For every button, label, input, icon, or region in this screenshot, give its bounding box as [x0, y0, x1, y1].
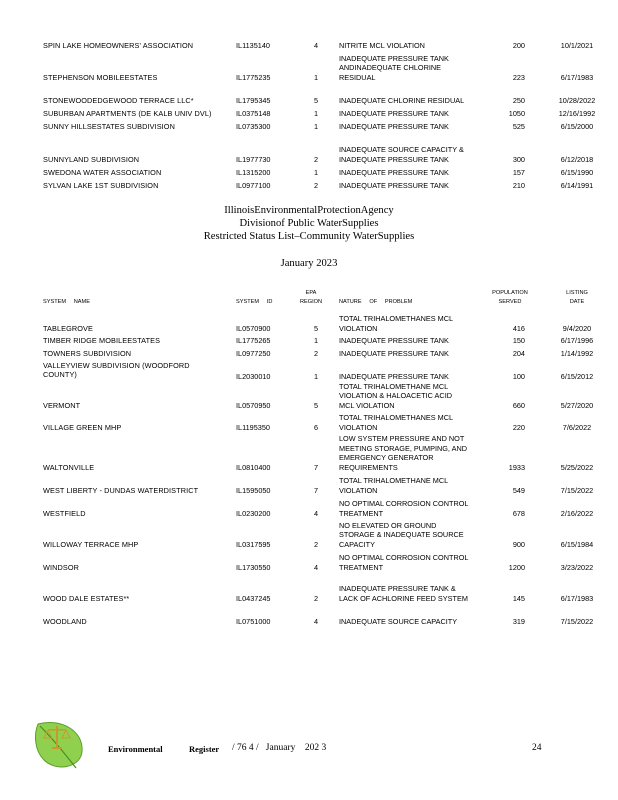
- system-id: IL0317595: [236, 539, 271, 549]
- epa-region: 4: [313, 562, 319, 572]
- population: 1933: [508, 462, 525, 472]
- problem: NITRITE MCL VIOLATION: [339, 40, 425, 50]
- system-id: IL0437245: [236, 593, 271, 603]
- table-row: [0, 552, 618, 572]
- system-id: IL0570900: [236, 323, 271, 333]
- epa-region: 6: [313, 422, 319, 432]
- list-title: Restricted Status List–Community WaterSupplies: [203, 231, 415, 242]
- listing-date: 7/15/2022: [560, 616, 594, 626]
- system-name: SUBURBAN APARTMENTS (DE KALB UNIV DVL): [43, 108, 212, 118]
- header-listing-line2: DATE: [569, 299, 585, 305]
- listing-date: 5/25/2022: [560, 462, 594, 472]
- problem: NO OPTIMAL CORROSION CONTROL TREATMENT: [339, 499, 469, 518]
- table-row: [0, 121, 618, 131]
- header-population-line2: SERVED: [498, 299, 522, 305]
- system-name: STONEWOODEDGEWOOD TERRACE LLC*: [43, 95, 194, 105]
- system-name: WOODLAND: [43, 616, 87, 626]
- population: 416: [512, 323, 525, 333]
- system-id: IL1775235: [236, 72, 271, 82]
- epa-region: 5: [313, 95, 319, 105]
- system-id: IL2030010: [236, 371, 271, 381]
- epa-region: 2: [313, 593, 319, 603]
- system-id: IL1730550: [236, 562, 271, 572]
- header-system-id: SYSTEM ID: [236, 299, 273, 305]
- listing-date: 10/28/2022: [558, 95, 596, 105]
- epa-region: 2: [313, 154, 319, 164]
- system-name: SUNNY HILLSESTATES SUBDIVISION: [43, 121, 175, 131]
- table-row: [0, 520, 618, 549]
- population: 210: [512, 180, 525, 190]
- table-row: [0, 434, 618, 472]
- agency-title: IllinoisEnvironmentalProtectionAgency: [224, 205, 394, 216]
- system-id: IL1795345: [236, 95, 271, 105]
- problem: INADEQUATE PRESSURE TANK: [339, 180, 449, 190]
- system-id: IL0977250: [236, 348, 271, 358]
- listing-date: 1/14/1992: [560, 348, 594, 358]
- problem: TOTAL TRIHALOMETHANES MCL VIOLATION: [339, 314, 453, 333]
- system-id: IL1595050: [236, 485, 271, 495]
- population: 220: [512, 422, 525, 432]
- problem: NO ELEVATED OR GROUND STORAGE & INADEQUATE SOURCE CAPACITY: [339, 520, 464, 549]
- problem: INADEQUATE PRESSURE TANK: [339, 371, 449, 381]
- epa-region: 1: [313, 335, 319, 345]
- problem: INADEQUATE PRESSURE TANK: [339, 335, 449, 345]
- population: 204: [512, 348, 525, 358]
- population: 678: [512, 508, 525, 518]
- table-row: [0, 52, 618, 82]
- population: 900: [512, 539, 525, 549]
- system-name: WOOD DALE ESTATES**: [43, 593, 130, 603]
- listing-date: 6/14/1991: [560, 180, 594, 190]
- problem: INADEQUATE SOURCE CAPACITY & INADEQUATE PRESSURE TANK: [339, 145, 464, 164]
- problem: INADEQUATE PRESSURE TANK: [339, 348, 449, 358]
- epa-region: 2: [313, 539, 319, 549]
- epa-region: 1: [313, 371, 319, 381]
- system-id: IL1195350: [236, 422, 270, 432]
- system-name: STEPHENSON MOBILEESTATES: [43, 72, 158, 82]
- division-title: Divisionof Public WaterSupplies: [239, 218, 379, 229]
- population: 250: [512, 95, 525, 105]
- epa-region: 4: [313, 40, 319, 50]
- listing-date: 6/15/1990: [560, 167, 594, 177]
- leaf-logo-icon: [32, 716, 86, 772]
- problem: INADEQUATE PRESSURE TANK: [339, 121, 449, 131]
- footer-issue: / 76 4 / January 202 3: [232, 743, 327, 753]
- table-row: [0, 606, 618, 626]
- epa-region: 1: [313, 167, 319, 177]
- table-row: [0, 108, 618, 118]
- system-name: WEST LIBERTY - DUNDAS WATERDISTRICT: [43, 485, 199, 495]
- system-name: SPIN LAKE HOMEOWNERS' ASSOCIATION: [43, 40, 194, 50]
- population: 100: [512, 371, 525, 381]
- epa-region: 1: [313, 108, 319, 118]
- header-problem: NATURE OF PROBLEM: [339, 299, 413, 305]
- listing-date: 6/15/2012: [560, 371, 594, 381]
- listing-date: 7/15/2022: [560, 485, 594, 495]
- header-system-name: SYSTEM NAME: [43, 299, 90, 305]
- listing-date: 6/17/1983: [560, 72, 594, 82]
- problem: TOTAL TRIHALOMETHANES MCL VIOLATION: [339, 413, 453, 432]
- table-row: [0, 180, 618, 190]
- system-id: IL1135140: [236, 40, 270, 50]
- problem: LOW SYSTEM PRESSURE AND NOT MEETING STORAGE, PUMPING, AND EMERGENCY GENERATOR REQUIREMENTS: [339, 434, 467, 472]
- header-listing-line1: LISTING: [566, 290, 588, 296]
- footer-register: Register: [189, 744, 220, 754]
- problem: TOTAL TRIHALOMETHANE MCL VIOLATION & HALOACETIC ACID MCL VIOLATION: [339, 381, 452, 410]
- problem: INADEQUATE PRESSURE TANK: [339, 167, 449, 177]
- problem: TOTAL TRIHALOMETHANE MCL VIOLATION: [339, 476, 448, 495]
- system-name: VALLEYVIEW SUBDIVISION (WOODFORD COUNTY): [43, 361, 190, 380]
- population: 319: [512, 616, 525, 626]
- system-id: IL1315200: [236, 167, 271, 177]
- table-row: [0, 475, 618, 495]
- problem: INADEQUATE PRESSURE TANK & LACK OF ACHLORINE FEED SYSTEM: [339, 584, 468, 603]
- epa-region: 5: [313, 400, 319, 410]
- system-name: TABLEGROVE: [43, 323, 93, 333]
- footer-environmental: Environmental: [108, 744, 163, 754]
- problem: INADEQUATE PRESSURE TANK: [339, 108, 449, 118]
- listing-date: 6/17/1996: [560, 335, 594, 345]
- listing-date: 12/16/1992: [558, 108, 596, 118]
- population: 300: [512, 154, 525, 164]
- system-id: IL0570950: [236, 400, 271, 410]
- population: 549: [512, 485, 525, 495]
- problem: INADEQUATE SOURCE CAPACITY: [339, 616, 458, 626]
- table-row: [0, 498, 618, 518]
- population: 157: [512, 167, 525, 177]
- system-name: WESTFIELD: [43, 508, 86, 518]
- table-row: [0, 380, 618, 410]
- population: 150: [512, 335, 525, 345]
- population: 223: [512, 72, 525, 82]
- system-name: SYLVAN LAKE 1ST SUBDIVISION: [43, 180, 159, 190]
- table-row: [0, 348, 618, 358]
- table-row: [0, 85, 618, 105]
- listing-date: 10/1/2021: [560, 40, 594, 50]
- header-epa-region-line2: REGION: [299, 299, 323, 305]
- system-name: VILLAGE GREEN MHP: [43, 422, 122, 432]
- system-name: SWEDONA WATER ASSOCIATION: [43, 167, 162, 177]
- listing-date: 3/23/2022: [560, 562, 594, 572]
- listing-date: 5/27/2020: [560, 400, 594, 410]
- population: 145: [512, 593, 525, 603]
- epa-region: 5: [313, 323, 319, 333]
- system-id: IL0735300: [236, 121, 271, 131]
- system-id: IL1977730: [236, 154, 271, 164]
- table-row: [0, 361, 618, 381]
- epa-region: 1: [313, 72, 319, 82]
- epa-region: 2: [313, 348, 319, 358]
- table-row: [0, 335, 618, 345]
- listing-date: 2/16/2022: [560, 508, 594, 518]
- listing-date: 6/15/2000: [560, 121, 594, 131]
- population: 1050: [508, 108, 525, 118]
- system-id: IL0977100: [236, 180, 271, 190]
- system-name: WALTONVILLE: [43, 462, 95, 472]
- listing-date: 6/15/1984: [560, 539, 594, 549]
- problem: INADEQUATE PRESSURE TANK ANDINADEQUATE CHLORINE RESIDUAL: [339, 53, 449, 82]
- population: 660: [512, 400, 525, 410]
- table-row: [0, 574, 618, 603]
- system-id: IL0810400: [236, 462, 271, 472]
- system-name: VERMONT: [43, 400, 81, 410]
- epa-region: 7: [313, 462, 319, 472]
- listing-date: 7/6/2022: [562, 422, 592, 432]
- system-id: IL0375148: [236, 108, 271, 118]
- population: 1200: [508, 562, 525, 572]
- epa-region: 1: [313, 121, 319, 131]
- header-epa-region-line1: EPA: [305, 290, 317, 296]
- system-name: WINDSOR: [43, 562, 79, 572]
- system-name: TIMBER RIDGE MOBILEESTATES: [43, 335, 161, 345]
- table-row: [0, 313, 618, 333]
- epa-region: 2: [313, 180, 319, 190]
- population: 525: [512, 121, 525, 131]
- table-row: [0, 134, 618, 164]
- system-id: IL0751000: [236, 616, 271, 626]
- population: 200: [512, 40, 525, 50]
- problem: INADEQUATE CHLORINE RESIDUAL: [339, 95, 465, 105]
- system-id: IL0230200: [236, 508, 271, 518]
- report-month: January 2023: [280, 258, 338, 269]
- system-id: IL1775265: [236, 335, 271, 345]
- epa-region: 4: [313, 616, 319, 626]
- page-number: 24: [532, 743, 542, 753]
- system-name: TOWNERS SUBDIVISION: [43, 348, 132, 358]
- table-row: [0, 412, 618, 432]
- problem: NO OPTIMAL CORROSION CONTROL TREATMENT: [339, 553, 469, 572]
- system-name: SUNNYLAND SUBDIVISION: [43, 154, 140, 164]
- table-row: [0, 40, 618, 50]
- system-name: WILLOWAY TERRACE MHP: [43, 539, 139, 549]
- listing-date: 6/17/1983: [560, 593, 594, 603]
- listing-date: 6/12/2018: [560, 154, 594, 164]
- table-row: [0, 167, 618, 177]
- epa-region: 4: [313, 508, 319, 518]
- header-population-line1: POPULATION: [492, 290, 528, 296]
- epa-region: 7: [313, 485, 319, 495]
- listing-date: 9/4/2020: [562, 323, 592, 333]
